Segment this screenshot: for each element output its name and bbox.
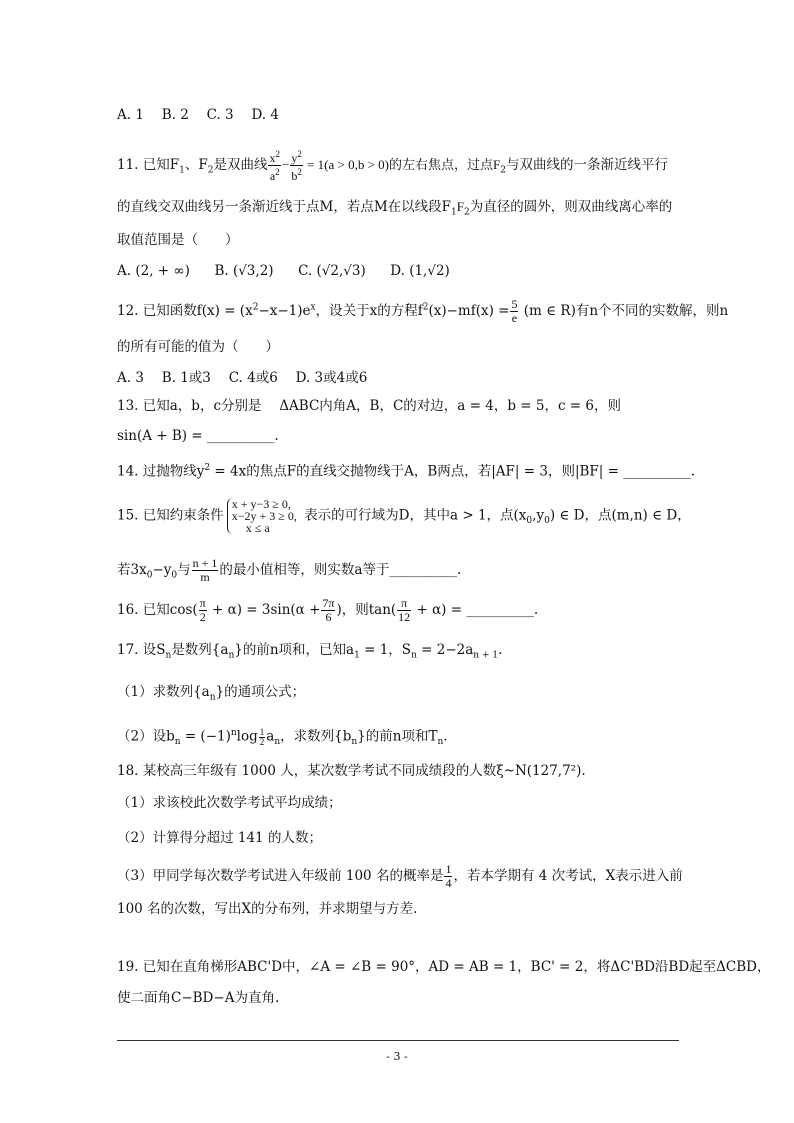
- q14-line: 14. 过抛物线$y^2 = 4x$的焦点F的直线交抛物线于A，B两点，若|AF| = 3，则|BF| = __________.: [117, 463, 696, 480]
- option-a: A. 1: [117, 107, 144, 123]
- q10-options: [117, 106, 279, 124]
- fraction-y2-b2: $\frac{y^2}{b^2}$: [291, 149, 302, 183]
- q18-sub3: （3）甲同学每次数学考试进入年级前 100 名的概率是 $\frac{1}{4}$ ，若本学期有 4 次考试，X表示进入前: [117, 862, 683, 890]
- q19-line2: 使二面角C−BD−A为直角.: [117, 990, 280, 1006]
- option-d: D. 4: [251, 107, 279, 123]
- option-b: B. 1或3: [161, 370, 211, 386]
- q12-line1: 12. 已知函数$f(x) = (x^2-x-1)e^x$，设关于x的方程$f^2(x)-mf(x)$ = $\frac{5}{e}$ (m ∈ R)有n个不同的实数解，则n: [117, 297, 729, 325]
- q11-line2: 的直线交双曲线另一条渐近线于点M，若点M在以线段$F_1F_2$为直径的圆外，则双曲线离心率的: [117, 199, 673, 218]
- q17-sub1: （1）求数列$\{a_n\}$的通项公式；: [117, 684, 306, 703]
- q18-sub1: （1）求该校此次数学考试平均成绩；: [117, 795, 342, 811]
- q11-options: [117, 262, 450, 280]
- option-d: D. 3或4或6: [295, 370, 368, 386]
- q11-line1: 11. 已知$F_1$、$F_2$是双曲线 $\frac{x^2}{a^2}$ − $\frac{y^2}{b^2}$ = 1(a > 0,b > 0)的左右焦点，过点$F_2$与双曲线的一条渐近线平行: [117, 149, 668, 183]
- fraction-1-4: $\frac{1}{4}$: [445, 862, 452, 890]
- q12-options: [117, 369, 367, 387]
- q13-line2: sin(A + B) = __________.: [117, 428, 279, 444]
- q17-line: 17. 设$S_n$是数列$\{a_n\}$的前n项和，已知$a_1 = 1$，$S_n = 2-2a_{n + 1}$.: [117, 642, 503, 661]
- option-a: A. (2, + ∞): [117, 263, 190, 279]
- q18-sub3-line2: 100 名的次数，写出X的分布列，并求期望与方差.: [117, 901, 418, 917]
- option-b: B. 2: [161, 107, 189, 123]
- fraction-n1-m: $\frac{n + 1}{m}$: [192, 556, 218, 584]
- constraint-system: x + y−3 ≥ 0, x−2y + 3 ≥ 0, x ≤ a: [227, 498, 297, 534]
- option-d: D. (1,√2): [390, 263, 450, 279]
- option-c: C. (√2,√3): [298, 263, 366, 279]
- option-a: A. 3: [117, 370, 144, 386]
- option-c: C. 3: [206, 107, 234, 123]
- q18-line1: 18. 某校高三年级有 1000 人，某次数学考试不同成绩段的人数ξ~N(127,7²).: [117, 763, 586, 779]
- page-number: - 3 -: [386, 1050, 408, 1063]
- q16-line: 16. 已知cos( $\frac{\pi}{2}$ + α) = 3sin(α + $\frac{7\pi}{6}$ )，则tan( $\frac{\pi}{12}$ + α) = __________.: [117, 596, 539, 624]
- q13-line1: 13. 已知a，b，c分别是 ΔABC内角A，B，C的对边，a = 4，b = 5，c = 6，则: [117, 398, 622, 414]
- q15-line2: 若$3x_0-y_0$与 $\frac{n + 1}{m}$ 的最小值相等，则实数a等于__________.: [117, 556, 462, 584]
- q18-sub2: （2）计算得分超过 141 的人数；: [117, 830, 322, 846]
- q19-line1: 19. 已知在直角梯形ABC'D中，∠A = ∠B = 90°，AD = AB = 1，BC' = 2，将ΔC'BD沿BD起至ΔCBD，: [117, 959, 771, 975]
- q11-line3: 取值范围是（ ）: [117, 232, 239, 248]
- q17-sub2: （2）设$b_n = (-1)^n\log$ $\frac{1}{2}$ $a_n$，求数列$\{b_n\}$的前n项和$T_n$.: [117, 726, 448, 748]
- fraction-5-e: $\frac{5}{e}$: [511, 297, 518, 325]
- footer-divider: [117, 1040, 679, 1041]
- option-c: C. 4或6: [228, 370, 278, 386]
- q12-line2: 的所有可能的值为（ ）: [117, 339, 279, 355]
- q15-line1: 15. 已知约束条件 x + y−3 ≥ 0, x−2y + 3 ≥ 0, x ≤ a 表示的可行域为D，其中a > 1，点$(x_0,y_0)$ ∈ D，点(m,n) ∈ D，: [117, 497, 691, 535]
- fraction-x2-a2: $\frac{x^2}{a^2}$: [269, 149, 280, 183]
- option-b: B. (√3,2): [214, 263, 274, 279]
